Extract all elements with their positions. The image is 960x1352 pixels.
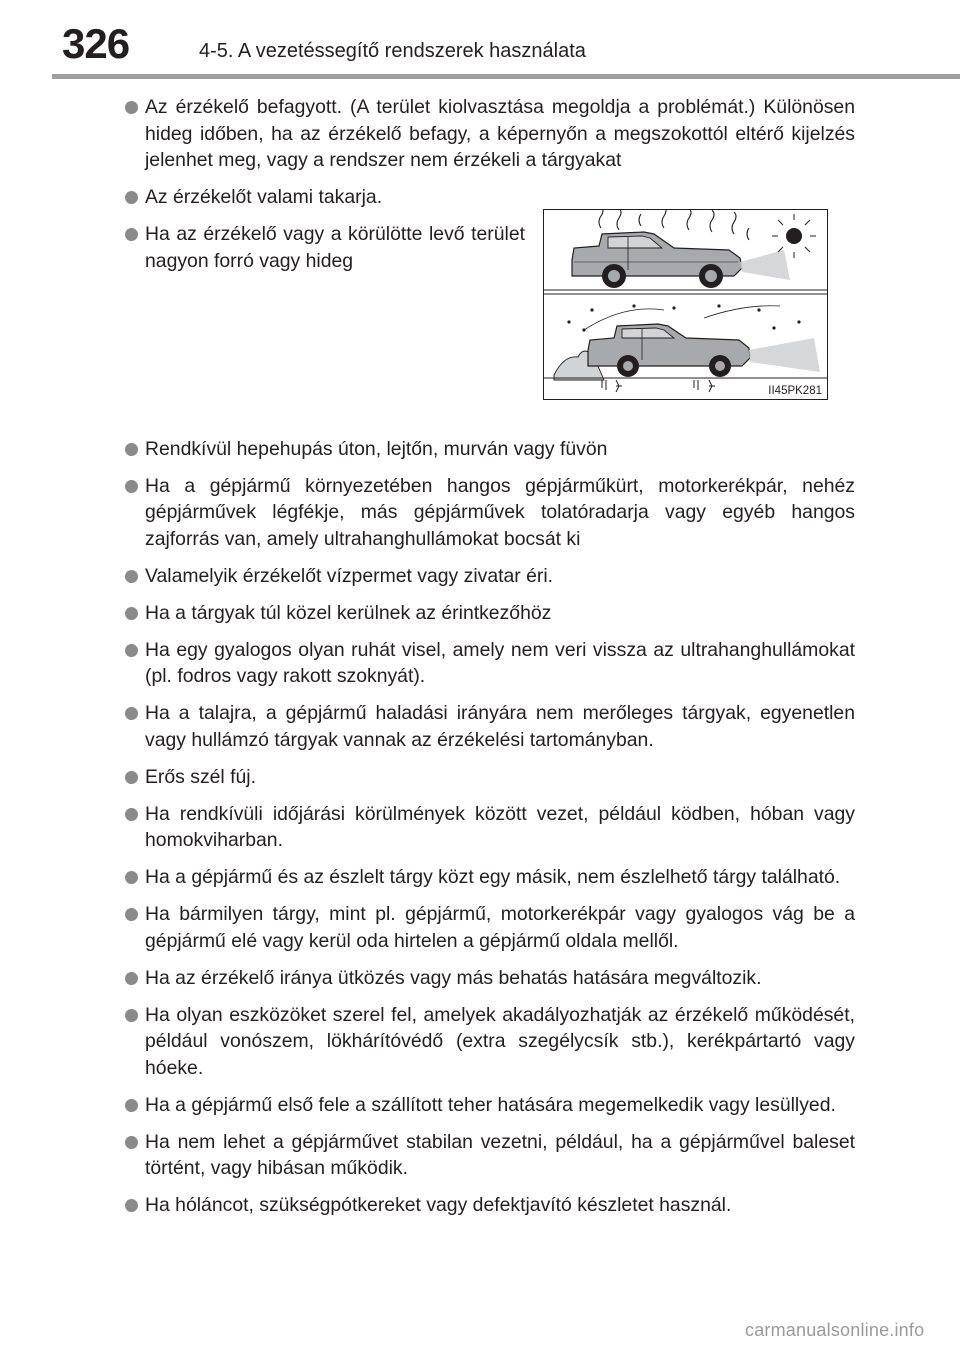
list-item: Rendkívül hepehupás úton, lejtőn, murván vagy füvön <box>125 436 855 463</box>
bullet-icon <box>125 443 138 456</box>
pickup-hot-cold-illustration <box>544 210 827 399</box>
bullet-icon <box>125 228 138 241</box>
list-item: Az érzékelő befagyott. (A terület kiolvasztása megoldja a problémát.) Különösen hideg időben, ha az érzékelő befagy, a képernyőn a megszokottól eltérő kijelzés jelenhet meg, vagy a rendszer nem érzékeli a tárgyakat <box>125 94 855 174</box>
list-item: Ha a tárgyak túl közel kerülnek az érintkezőhöz <box>125 600 855 627</box>
bullet-icon <box>125 1099 138 1112</box>
bullet-icon <box>125 1009 138 1022</box>
bullet-icon <box>125 644 138 657</box>
list-item: Ha a gépjármű környezetében hangos gépjárműkürt, motorkerékpár, nehéz gépjárművek légfékje, más gépjárművek tolatóradarja vagy egyéb hangos zajforrás van, amely ultrahanghullámokat bocsát ki <box>125 473 855 553</box>
bullet-icon <box>125 908 138 921</box>
bullet-icon <box>125 191 138 204</box>
bullet-icon <box>125 871 138 884</box>
chapter-title: 4-5. A vezetéssegítő rendszerek használata <box>199 40 586 62</box>
bullet-icon <box>125 771 138 784</box>
list-item: Ha az érzékelő vagy a körülötte levő terület nagyon forró vagy hideg <box>125 221 525 425</box>
list-item: Ha a gépjármű első fele a szállított teher hatására megemelkedik vagy lesüllyed. <box>125 1092 855 1119</box>
list-item: Ha nem lehet a gépjárművet stabilan vezetni, például, ha a gépjárművel baleset történt, vagy hibásan működik. <box>125 1129 855 1182</box>
list-item: Az érzékelőt valami takarja. <box>125 184 855 211</box>
list-item: Ha a talajra, a gépjármű haladási irányára nem merőleges tárgyak, egyenetlen vagy hullámzó tárgyak vannak az érzékelési tartományban. <box>125 700 855 753</box>
list-item: Ha egy gyalogos olyan ruhát visel, amely nem veri vissza az ultrahanghullámokat (pl. fodros vagy rakott szoknyát). <box>125 637 855 690</box>
header-rule <box>52 74 960 79</box>
bullet-icon <box>125 972 138 985</box>
list-item: Ha rendkívüli időjárási körülmények között vezet, például ködben, hóban vagy homokviharban. <box>125 801 855 854</box>
page-number: 326 <box>62 20 130 67</box>
list-item: Ha a gépjármű és az észlelt tárgy közt egy másik, nem észlelhető tárgy található. <box>125 864 855 891</box>
list-item: Erős szél fúj. <box>125 764 855 791</box>
list-item: Valamelyik érzékelőt vízpermet vagy zivatar éri. <box>125 563 855 590</box>
figure-code: II45PK281 <box>768 385 822 397</box>
page-header <box>0 0 960 80</box>
bullet-icon <box>125 570 138 583</box>
list-item: Ha olyan eszközöket szerel fel, amelyek akadályozhatják az érzékelő működését, például vonószem, lökhárítóvédő (extra szegélycsík stb.), kerékpártartó vagy hóeke. <box>125 1002 855 1082</box>
hot-scene <box>572 210 816 288</box>
bullet-icon <box>125 480 138 493</box>
bullet-icon <box>125 1199 138 1212</box>
list-item: Ha bármilyen tárgy, mint pl. gépjármű, motorkerékpár vagy gyalogos vág be a gépjármű elé vagy kerül oda hirtelen a gépjármű oldala mellől. <box>125 901 855 954</box>
bullet-icon <box>125 808 138 821</box>
bullet-icon <box>125 707 138 720</box>
bullet-icon <box>125 101 138 114</box>
sensor-temperature-illustration <box>543 209 828 400</box>
bullet-icon <box>125 607 138 620</box>
watermark: carmanualsonline.info <box>745 1320 925 1340</box>
list-item: Ha az érzékelő iránya ütközés vagy más behatás hatására megváltozik. <box>125 965 855 992</box>
cold-scene <box>544 304 827 392</box>
list-item: Ha hóláncot, szükségpótkereket vagy defektjavító készletet használ. <box>125 1192 855 1219</box>
bullet-icon <box>125 1136 138 1149</box>
